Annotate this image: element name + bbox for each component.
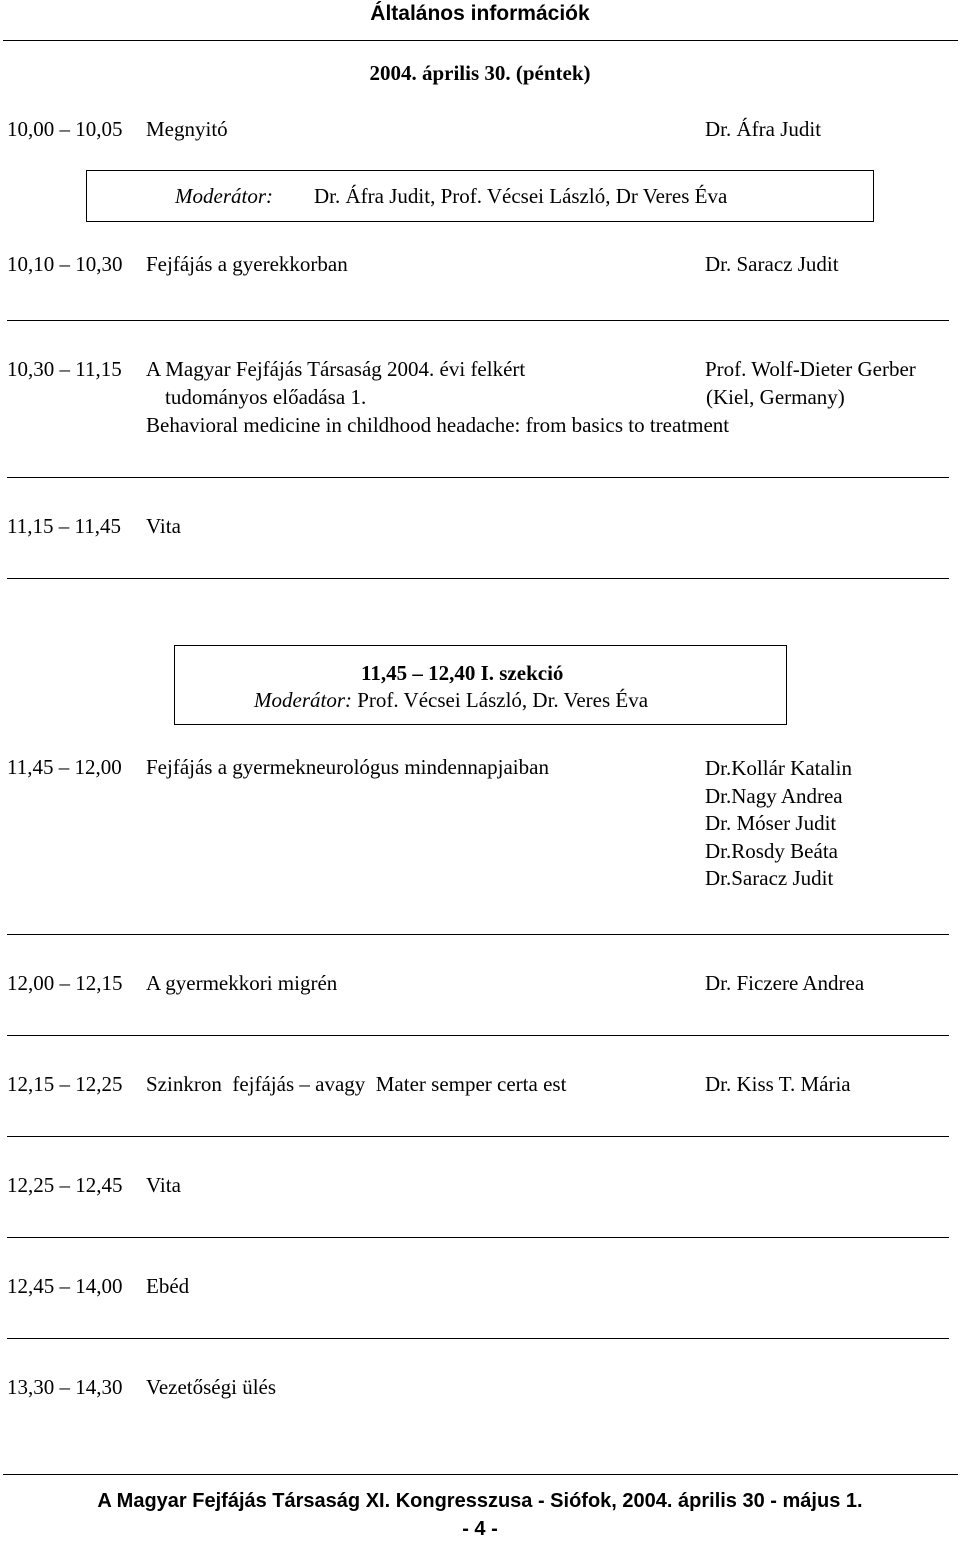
page-header-title: Általános információk [370,2,590,25]
item-time: 10,10 – 10,30 [7,252,123,276]
speaker-name: Dr.Rosdy Beáta [705,838,838,863]
divider [7,1136,949,1137]
divider [7,1035,949,1036]
moderator-label: Moderátor: [254,688,352,712]
item-time: 12,25 – 12,45 [7,1173,123,1197]
divider [7,1338,949,1339]
speaker-name: Dr.Saracz Judit [705,866,834,891]
item-title: Vita [146,514,181,538]
divider [7,934,949,935]
item-time: 10,00 – 10,05 [7,117,123,141]
divider [7,578,949,579]
item-speaker: Dr. Áfra Judit [705,117,822,141]
item-title-continued: tudományos előadása 1. [165,385,367,409]
header-rule [3,40,958,41]
item-time: 10,30 – 11,15 [7,357,122,381]
item-speaker: Prof. Wolf-Dieter Gerber [705,357,916,381]
divider [7,477,949,478]
item-time: 13,30 – 14,30 [7,1375,123,1399]
speaker-name: Dr.Nagy Andrea [705,783,843,808]
session-date: 2004. április 30. (péntek) [369,61,591,85]
item-speaker: Dr. Saracz Judit [705,252,839,276]
item-title: Fejfájás a gyerekkorban [146,252,348,276]
page-number: - 4 - [462,1518,498,1540]
footer-rule [3,1474,958,1475]
moderator-names: Prof. Vécsei László, Dr. Veres Éva [357,688,649,712]
divider [7,320,949,321]
speaker-name: Dr. Móser Judit [705,811,837,836]
item-speaker: Dr. Kiss T. Mária [705,1072,851,1096]
item-title: A Magyar Fejfájás Társaság 2004. évi felkért [146,357,526,381]
item-time: 12,00 – 12,15 [7,971,123,995]
moderator-box [86,170,874,222]
item-title: A gyermekkori migrén [146,971,338,995]
footer-congress-line: A Magyar Fejfájás Társaság XI. Kongresszusa - Siófok, 2004. április 30 - május 1. [97,1490,863,1512]
moderator-label: Moderátor: [175,184,273,208]
item-speaker: Dr. Ficzere Andrea [705,971,865,995]
item-title: Fejfájás a gyermekneurológus mindennapjaiban [146,755,549,779]
item-title: Megnyitó [146,117,228,141]
item-time: 11,45 – 12,00 [7,755,122,779]
section-heading: 11,45 – 12,40 I. szekció [361,661,564,685]
speaker-name: Dr.Kollár Katalin [705,756,852,780]
item-title: Vezetőségi ülés [146,1375,277,1399]
item-time: 12,15 – 12,25 [7,1072,123,1096]
item-speaker-affiliation: (Kiel, Germany) [706,385,845,409]
item-title: Vita [146,1173,181,1197]
item-time: 11,15 – 11,45 [7,514,121,538]
item-speakers [705,755,852,893]
item-title: Szinkron fejfájás – avagy Mater semper certa est [146,1072,567,1096]
divider [7,1237,949,1238]
section-box [174,645,787,725]
item-subtitle: Behavioral medicine in childhood headache: from basics to treatment [146,413,730,437]
moderator-names: Dr. Áfra Judit, Prof. Vécsei László, Dr Veres Éva [314,184,728,208]
item-time: 12,45 – 14,00 [7,1274,123,1298]
item-title: Ebéd [146,1274,190,1298]
